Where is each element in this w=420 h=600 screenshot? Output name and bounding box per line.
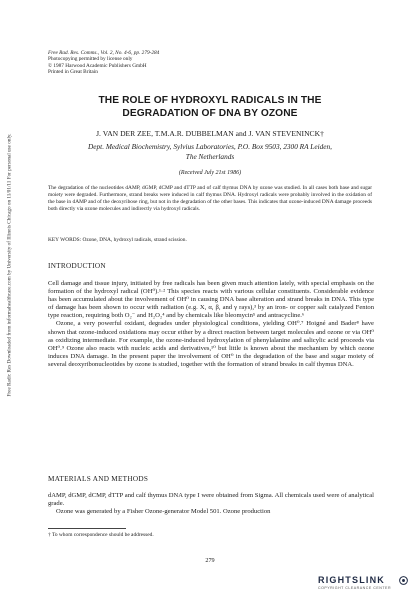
title-line-2: DEGRADATION OF DNA BY OZONE [122,107,298,119]
rightslink-mark-icon [399,576,408,585]
footnote: † To whom correspondence should be addressed. [48,532,154,538]
keywords: KEY WORDS: Ozone, DNA, hydroxyl radicals, strand scission. [48,237,187,243]
received-date: (Received July 21st 1986) [178,170,242,176]
methods-paragraph-1: dAMP, dGMP, dCMP, dTTP and calf thymus DNA type I were obtained from Sigma. All chemicals used were of analytical grade. [48,492,374,508]
title-line-1: THE ROLE OF HYDROXYL RADICALS IN THE [98,95,322,106]
journal-license: Photocopying permitted by license only [48,56,133,63]
abstract: The degradation of the nucleotides dAMP, dGMP, dCMP and dTTP and of calf thymus DNA by ozone was studied. In all cases both base and sugar moiety were degraded. Furthermore, strand breaks were induced in calf thymus DNA. Hydroxyl radicals were probably involved in the oxidation of the base in dAMP and of the deoxyribose ring, but not in the degradation of the other bases. This indicates that ozone-induced DNA damage proceeds both directly via ozone molecules and indirectly via hydroxyl radicals. [48,185,372,212]
download-watermark-text: Free Radic Res Downloaded from informahealthcare.com by University of Illinois Chicago on 11/01/11 For personal use only. [6,133,13,397]
introduction-paragraph-1: Cell damage and tissue injury, initiated by free radicals has been given much attention lately, with special emphasis on the formation of the hydroxyl radical (OH⁰).¹·² This species reacts with various cellular constituents. Considerable evidence has been accumulated about the involvement of OH⁰ in causing DNA base alteration and strand breaks in DNA. This type of damage has been shown to occur with radiation (e.g. X, α, β, and γ rays),³ by an iron- or copper salt catalyzed Fenton type reaction, requiring both O₂⁻ and H₂O₂⁴ and by chemicals like bleomycin⁵ and antracycline.⁶ [48,280,374,320]
journal-info [48,50,159,76]
methods-heading: MATERIALS AND METHODS [48,475,149,483]
rightslink-tagline: COPYRIGHT CLEARANCE CENTER [318,586,392,590]
methods-paragraph-2: Ozone was generated by a Fisher Ozone-generator Model 501. Ozone production [56,508,271,516]
introduction-body [48,280,374,369]
paper-title [40,95,380,120]
introduction-heading: INTRODUCTION [48,262,106,270]
affiliation-line-2: The Netherlands [185,151,235,161]
journal-copyright: © 1987 Harwood Academic Publishers GmbH [48,62,147,69]
rightslink-logo[interactable] [318,575,412,595]
authors: J. VAN DER ZEE, T.M.A.R. DUBBELMAN and J. VAN STEVENINCK† [96,129,324,138]
journal-citation: Free Rad. Res. Comms., Vol. 2, No. 4-6, pp. 279-284 [48,50,160,56]
introduction-paragraph-2: Ozone, a very powerful oxidant, degrades under physiological conditions, yielding OH⁰.⁷ Hoigné and Bader⁸ have shown that ozone-induced oxidations may occur either by a direct reaction between target molecules and ozone or via OH⁰ as oxidizing intermediate. For example, the ozone-induced hydroxylation of phenylalanine and salicylic acid proceeds via OH⁰.⁹ Ozone also reacts with nucleic acids and derivatives,¹⁰ but little is known about the mechanism by which ozone induces DNA damage. In the present paper the involvement of OH⁰ in the degradation of the base and sugar moiety of several deoxyribonucleotides by ozone is studied, together with the formation of strand breaks in calf thymus DNA. [48,320,374,368]
rightslink-wordmark: RIGHTSLINK [318,575,385,585]
page-number: 279 [205,557,215,564]
methods-body [48,492,374,516]
footnote-rule [48,528,126,529]
journal-printed: Printed in Great Britain [48,69,98,76]
affiliation-line-1: Dept. Medical Biochemistry, Sylvius Laboratories, P.O. Box 9503, 2300 RA Leiden, [88,142,332,151]
affiliation [40,142,380,161]
download-watermark [2,133,18,397]
